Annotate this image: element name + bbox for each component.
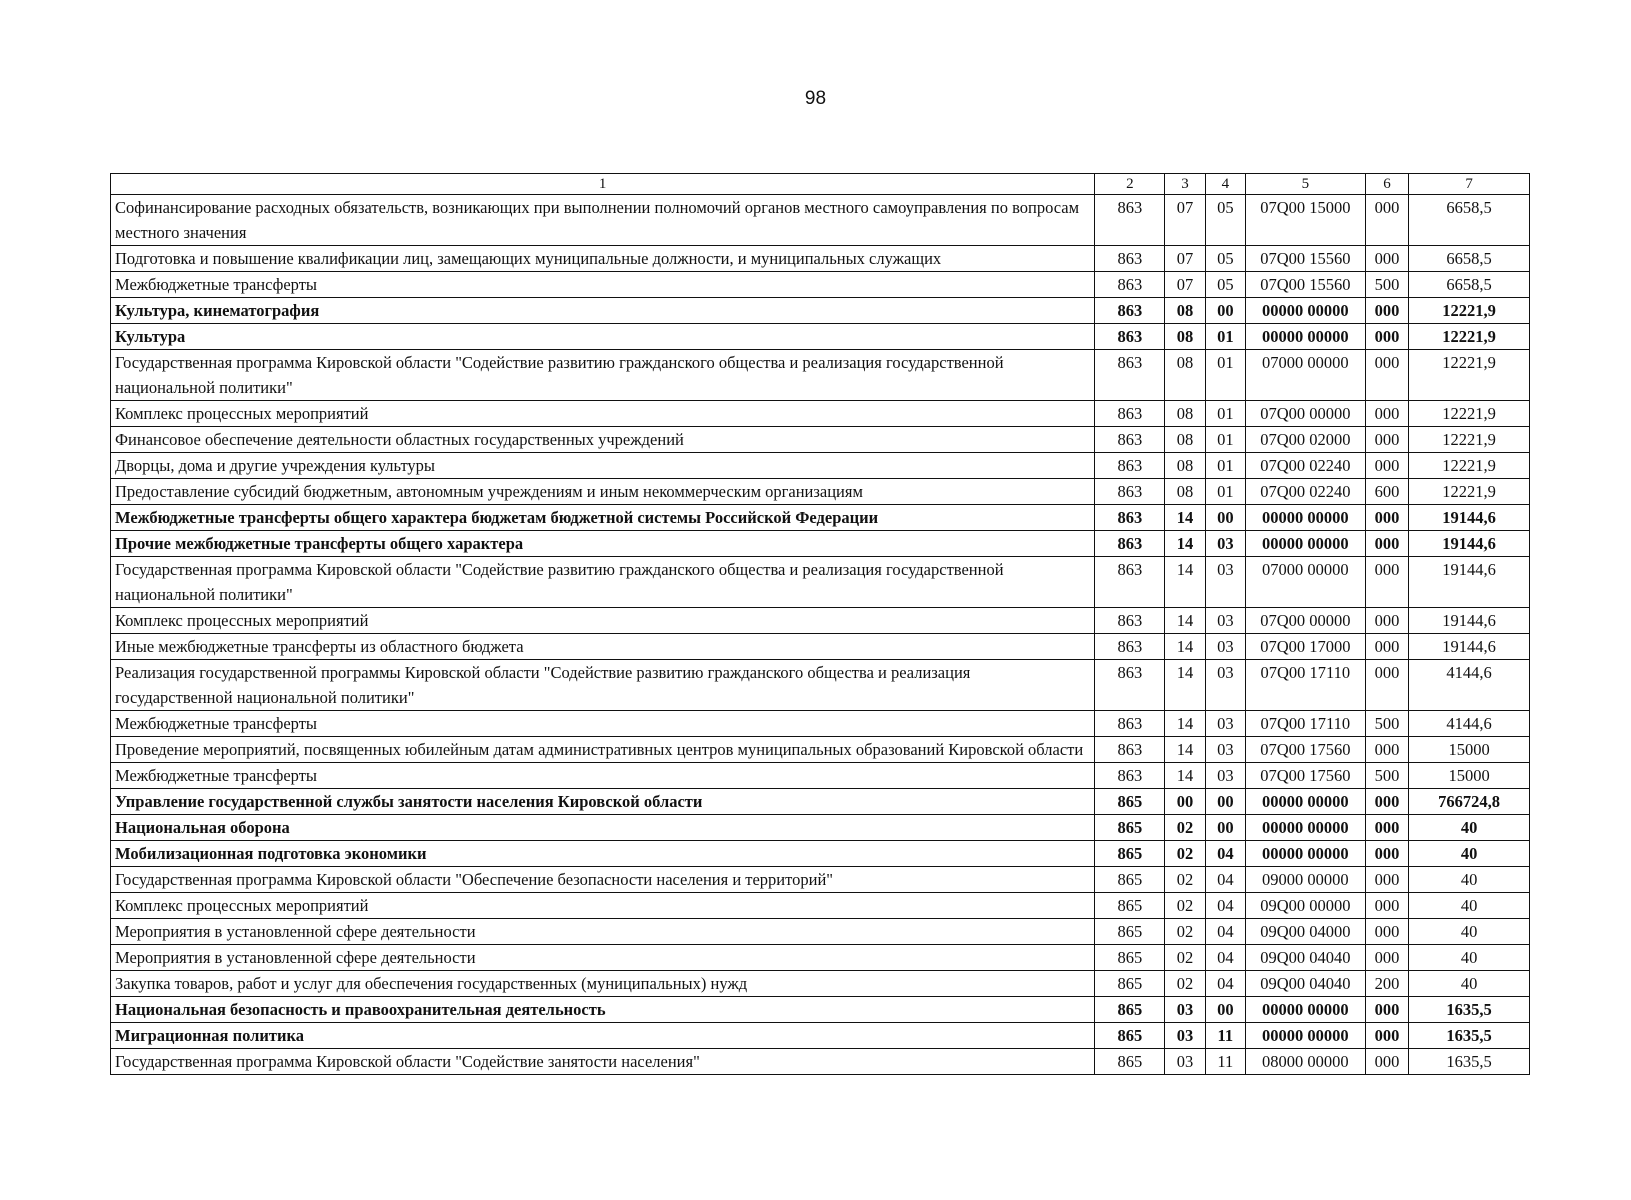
section-code-cell: 08	[1165, 401, 1205, 427]
target-article-cell: 07Q00 17110	[1245, 660, 1365, 711]
table-row	[111, 634, 1530, 660]
amount-cell: 12221,9	[1409, 350, 1530, 401]
amount-cell: 15000	[1409, 737, 1530, 763]
section-code-cell: 14	[1165, 608, 1205, 634]
amount-cell: 19144,6	[1409, 531, 1530, 557]
subsection-code-cell: 04	[1205, 867, 1245, 893]
target-article-cell: 09Q00 04040	[1245, 945, 1365, 971]
amount-cell: 19144,6	[1409, 505, 1530, 531]
section-code-cell: 00	[1165, 789, 1205, 815]
target-article-cell: 07Q00 17560	[1245, 763, 1365, 789]
expense-type-cell: 000	[1365, 634, 1408, 660]
target-article-cell: 00000 00000	[1245, 324, 1365, 350]
target-article-cell: 07Q00 02240	[1245, 453, 1365, 479]
table-row	[111, 815, 1530, 841]
expense-type-cell: 000	[1365, 789, 1408, 815]
amount-cell: 40	[1409, 867, 1530, 893]
table-row	[111, 737, 1530, 763]
row-name-cell: Национальная безопасность и правоохранительная деятельность	[111, 997, 1095, 1023]
target-article-cell: 00000 00000	[1245, 1023, 1365, 1049]
amount-cell: 766724,8	[1409, 789, 1530, 815]
row-name-cell: Мероприятия в установленной сфере деятельности	[111, 945, 1095, 971]
amount-cell: 19144,6	[1409, 634, 1530, 660]
section-code-cell: 02	[1165, 919, 1205, 945]
table-row	[111, 479, 1530, 505]
ministry-code-cell: 863	[1095, 557, 1165, 608]
row-name-cell: Межбюджетные трансферты	[111, 711, 1095, 737]
expense-type-cell: 000	[1365, 945, 1408, 971]
expense-type-cell: 000	[1365, 401, 1408, 427]
row-name-cell: Софинансирование расходных обязательств, возникающих при выполнении полномочий органов местного самоуправления по вопросам местного значения	[111, 195, 1095, 246]
amount-cell: 19144,6	[1409, 608, 1530, 634]
subsection-code-cell: 04	[1205, 841, 1245, 867]
subsection-code-cell: 00	[1205, 505, 1245, 531]
target-article-cell: 07Q00 00000	[1245, 608, 1365, 634]
budget-table	[110, 173, 1530, 1075]
subsection-code-cell: 11	[1205, 1049, 1245, 1075]
expense-type-cell: 500	[1365, 763, 1408, 789]
table-row	[111, 1049, 1530, 1075]
row-name-cell: Подготовка и повышение квалификации лиц, замещающих муниципальные должности, и муниципальных служащих	[111, 246, 1095, 272]
expense-type-cell: 000	[1365, 246, 1408, 272]
expense-type-cell: 000	[1365, 427, 1408, 453]
ministry-code-cell: 863	[1095, 272, 1165, 298]
expense-type-cell: 000	[1365, 737, 1408, 763]
expense-type-cell: 000	[1365, 841, 1408, 867]
amount-cell: 1635,5	[1409, 1049, 1530, 1075]
row-name-cell: Государственная программа Кировской области "Содействие развитию гражданского общества и реализация государственной национальной политики"	[111, 350, 1095, 401]
subsection-code-cell: 00	[1205, 815, 1245, 841]
subsection-code-cell: 05	[1205, 195, 1245, 246]
expense-type-cell: 000	[1365, 919, 1408, 945]
table-row	[111, 401, 1530, 427]
row-name-cell: Межбюджетные трансферты	[111, 763, 1095, 789]
ministry-code-cell: 863	[1095, 531, 1165, 557]
subsection-code-cell: 01	[1205, 479, 1245, 505]
ministry-code-cell: 863	[1095, 350, 1165, 401]
ministry-code-cell: 863	[1095, 246, 1165, 272]
section-code-cell: 07	[1165, 195, 1205, 246]
target-article-cell: 07Q00 02240	[1245, 479, 1365, 505]
subsection-code-cell: 04	[1205, 893, 1245, 919]
row-name-cell: Миграционная политика	[111, 1023, 1095, 1049]
table-row	[111, 789, 1530, 815]
table-row	[111, 997, 1530, 1023]
ministry-code-cell: 865	[1095, 1049, 1165, 1075]
section-code-cell: 07	[1165, 246, 1205, 272]
section-code-cell: 08	[1165, 324, 1205, 350]
expense-type-cell: 600	[1365, 479, 1408, 505]
section-code-cell: 08	[1165, 479, 1205, 505]
expense-type-cell: 500	[1365, 272, 1408, 298]
table-row	[111, 919, 1530, 945]
target-article-cell: 07Q00 00000	[1245, 401, 1365, 427]
ministry-code-cell: 863	[1095, 763, 1165, 789]
table-row	[111, 557, 1530, 608]
target-article-cell: 09Q00 00000	[1245, 893, 1365, 919]
expense-type-cell: 000	[1365, 505, 1408, 531]
row-name-cell: Государственная программа Кировской области "Обеспечение безопасности населения и территорий"	[111, 867, 1095, 893]
section-code-cell: 02	[1165, 971, 1205, 997]
amount-cell: 6658,5	[1409, 272, 1530, 298]
amount-cell: 15000	[1409, 763, 1530, 789]
ministry-code-cell: 863	[1095, 195, 1165, 246]
section-code-cell: 14	[1165, 660, 1205, 711]
section-code-cell: 14	[1165, 737, 1205, 763]
row-name-cell: Прочие межбюджетные трансферты общего характера	[111, 531, 1095, 557]
subsection-code-cell: 03	[1205, 711, 1245, 737]
amount-cell: 40	[1409, 815, 1530, 841]
ministry-code-cell: 865	[1095, 815, 1165, 841]
table-row	[111, 272, 1530, 298]
expense-type-cell: 000	[1365, 815, 1408, 841]
amount-cell: 40	[1409, 893, 1530, 919]
subsection-code-cell: 05	[1205, 246, 1245, 272]
row-name-cell: Комплекс процессных мероприятий	[111, 893, 1095, 919]
amount-cell: 19144,6	[1409, 557, 1530, 608]
row-name-cell: Проведение мероприятий, посвященных юбилейным датам административных центров муниципальных образований Кировской области	[111, 737, 1095, 763]
section-code-cell: 08	[1165, 427, 1205, 453]
amount-cell: 40	[1409, 971, 1530, 997]
target-article-cell: 07Q00 15560	[1245, 272, 1365, 298]
section-code-cell: 14	[1165, 634, 1205, 660]
amount-cell: 4144,6	[1409, 660, 1530, 711]
amount-cell: 40	[1409, 945, 1530, 971]
target-article-cell: 07Q00 17110	[1245, 711, 1365, 737]
table-row	[111, 324, 1530, 350]
table-row	[111, 350, 1530, 401]
ministry-code-cell: 865	[1095, 789, 1165, 815]
ministry-code-cell: 863	[1095, 505, 1165, 531]
subsection-code-cell: 04	[1205, 971, 1245, 997]
amount-cell: 12221,9	[1409, 427, 1530, 453]
row-name-cell: Предоставление субсидий бюджетным, автономным учреждениям и иным некоммерческим организациям	[111, 479, 1095, 505]
table-row	[111, 195, 1530, 246]
section-code-cell: 08	[1165, 453, 1205, 479]
subsection-code-cell: 01	[1205, 427, 1245, 453]
ministry-code-cell: 865	[1095, 867, 1165, 893]
table-row	[111, 427, 1530, 453]
section-code-cell: 14	[1165, 505, 1205, 531]
expense-type-cell: 000	[1365, 531, 1408, 557]
target-article-cell: 00000 00000	[1245, 531, 1365, 557]
expense-type-cell: 000	[1365, 867, 1408, 893]
section-code-cell: 14	[1165, 763, 1205, 789]
column-header: 4	[1205, 174, 1245, 195]
table-row	[111, 971, 1530, 997]
amount-cell: 12221,9	[1409, 298, 1530, 324]
ministry-code-cell: 863	[1095, 324, 1165, 350]
amount-cell: 6658,5	[1409, 246, 1530, 272]
table-row	[111, 867, 1530, 893]
table-row	[111, 763, 1530, 789]
section-code-cell: 03	[1165, 997, 1205, 1023]
expense-type-cell: 000	[1365, 1023, 1408, 1049]
table-row	[111, 1023, 1530, 1049]
section-code-cell: 02	[1165, 867, 1205, 893]
amount-cell: 1635,5	[1409, 997, 1530, 1023]
target-article-cell: 07Q00 02000	[1245, 427, 1365, 453]
row-name-cell: Комплекс процессных мероприятий	[111, 608, 1095, 634]
expense-type-cell: 000	[1365, 453, 1408, 479]
ministry-code-cell: 863	[1095, 634, 1165, 660]
subsection-code-cell: 00	[1205, 997, 1245, 1023]
amount-cell: 12221,9	[1409, 479, 1530, 505]
subsection-code-cell: 01	[1205, 350, 1245, 401]
target-article-cell: 00000 00000	[1245, 789, 1365, 815]
target-article-cell: 07Q00 17000	[1245, 634, 1365, 660]
row-name-cell: Комплекс процессных мероприятий	[111, 401, 1095, 427]
table-row	[111, 531, 1530, 557]
target-article-cell: 07Q00 17560	[1245, 737, 1365, 763]
expense-type-cell: 000	[1365, 195, 1408, 246]
column-header: 2	[1095, 174, 1165, 195]
section-code-cell: 14	[1165, 557, 1205, 608]
ministry-code-cell: 863	[1095, 453, 1165, 479]
amount-cell: 12221,9	[1409, 401, 1530, 427]
amount-cell: 12221,9	[1409, 453, 1530, 479]
amount-cell: 4144,6	[1409, 711, 1530, 737]
target-article-cell: 07000 00000	[1245, 557, 1365, 608]
expense-type-cell: 000	[1365, 1049, 1408, 1075]
row-name-cell: Реализация государственной программы Кировской области "Содействие развитию гражданского общества и реализация государственной национальной политики"	[111, 660, 1095, 711]
subsection-code-cell: 05	[1205, 272, 1245, 298]
subsection-code-cell: 04	[1205, 945, 1245, 971]
row-name-cell: Межбюджетные трансферты общего характера бюджетам бюджетной системы Российской Федерации	[111, 505, 1095, 531]
ministry-code-cell: 863	[1095, 711, 1165, 737]
ministry-code-cell: 863	[1095, 608, 1165, 634]
row-name-cell: Мобилизационная подготовка экономики	[111, 841, 1095, 867]
subsection-code-cell: 01	[1205, 453, 1245, 479]
row-name-cell: Национальная оборона	[111, 815, 1095, 841]
subsection-code-cell: 03	[1205, 737, 1245, 763]
subsection-code-cell: 11	[1205, 1023, 1245, 1049]
row-name-cell: Дворцы, дома и другие учреждения культуры	[111, 453, 1095, 479]
subsection-code-cell: 03	[1205, 660, 1245, 711]
subsection-code-cell: 03	[1205, 634, 1245, 660]
ministry-code-cell: 863	[1095, 479, 1165, 505]
column-header: 5	[1245, 174, 1365, 195]
target-article-cell: 09Q00 04000	[1245, 919, 1365, 945]
row-name-cell: Межбюджетные трансферты	[111, 272, 1095, 298]
subsection-code-cell: 03	[1205, 763, 1245, 789]
row-name-cell: Культура	[111, 324, 1095, 350]
table-row	[111, 505, 1530, 531]
row-name-cell: Финансовое обеспечение деятельности областных государственных учреждений	[111, 427, 1095, 453]
section-code-cell: 07	[1165, 272, 1205, 298]
ministry-code-cell: 865	[1095, 945, 1165, 971]
target-article-cell: 00000 00000	[1245, 505, 1365, 531]
subsection-code-cell: 03	[1205, 531, 1245, 557]
ministry-code-cell: 863	[1095, 660, 1165, 711]
ministry-code-cell: 865	[1095, 841, 1165, 867]
table-row	[111, 608, 1530, 634]
target-article-cell: 00000 00000	[1245, 841, 1365, 867]
ministry-code-cell: 865	[1095, 1023, 1165, 1049]
section-code-cell: 02	[1165, 841, 1205, 867]
row-name-cell: Иные межбюджетные трансферты из областного бюджета	[111, 634, 1095, 660]
subsection-code-cell: 01	[1205, 324, 1245, 350]
target-article-cell: 08000 00000	[1245, 1049, 1365, 1075]
subsection-code-cell: 03	[1205, 557, 1245, 608]
section-code-cell: 02	[1165, 893, 1205, 919]
expense-type-cell: 000	[1365, 324, 1408, 350]
ministry-code-cell: 863	[1095, 298, 1165, 324]
target-article-cell: 00000 00000	[1245, 298, 1365, 324]
row-name-cell: Мероприятия в установленной сфере деятельности	[111, 919, 1095, 945]
ministry-code-cell: 865	[1095, 997, 1165, 1023]
ministry-code-cell: 863	[1095, 427, 1165, 453]
column-header: 6	[1365, 174, 1408, 195]
section-code-cell: 03	[1165, 1049, 1205, 1075]
table-row	[111, 298, 1530, 324]
expense-type-cell: 500	[1365, 711, 1408, 737]
amount-cell: 40	[1409, 841, 1530, 867]
row-name-cell: Государственная программа Кировской области "Содействие занятости населения"	[111, 1049, 1095, 1075]
row-name-cell: Государственная программа Кировской области "Содействие развитию гражданского общества и реализация государственной национальной политики"	[111, 557, 1095, 608]
expense-type-cell: 000	[1365, 298, 1408, 324]
section-code-cell: 08	[1165, 350, 1205, 401]
table-header-row	[111, 174, 1530, 195]
ministry-code-cell: 865	[1095, 919, 1165, 945]
table-row	[111, 660, 1530, 711]
target-article-cell: 00000 00000	[1245, 815, 1365, 841]
ministry-code-cell: 865	[1095, 893, 1165, 919]
ministry-code-cell: 863	[1095, 737, 1165, 763]
row-name-cell: Закупка товаров, работ и услуг для обеспечения государственных (муниципальных) нужд	[111, 971, 1095, 997]
target-article-cell: 07Q00 15560	[1245, 246, 1365, 272]
table-row	[111, 945, 1530, 971]
amount-cell: 6658,5	[1409, 195, 1530, 246]
target-article-cell: 07Q00 15000	[1245, 195, 1365, 246]
row-name-cell: Управление государственной службы занятости населения Кировской области	[111, 789, 1095, 815]
table-row	[111, 453, 1530, 479]
ministry-code-cell: 865	[1095, 971, 1165, 997]
expense-type-cell: 000	[1365, 608, 1408, 634]
expense-type-cell: 000	[1365, 660, 1408, 711]
section-code-cell: 02	[1165, 945, 1205, 971]
column-header: 1	[111, 174, 1095, 195]
expense-type-cell: 000	[1365, 557, 1408, 608]
expense-type-cell: 000	[1365, 350, 1408, 401]
page-number: 98	[804, 88, 827, 109]
table-row	[111, 711, 1530, 737]
amount-cell: 40	[1409, 919, 1530, 945]
expense-type-cell: 000	[1365, 997, 1408, 1023]
expense-type-cell: 000	[1365, 893, 1408, 919]
row-name-cell: Культура, кинематография	[111, 298, 1095, 324]
subsection-code-cell: 00	[1205, 298, 1245, 324]
target-article-cell: 09Q00 04040	[1245, 971, 1365, 997]
section-code-cell: 14	[1165, 531, 1205, 557]
subsection-code-cell: 00	[1205, 789, 1245, 815]
subsection-code-cell: 03	[1205, 608, 1245, 634]
table-row	[111, 841, 1530, 867]
subsection-code-cell: 01	[1205, 401, 1245, 427]
section-code-cell: 02	[1165, 815, 1205, 841]
amount-cell: 12221,9	[1409, 324, 1530, 350]
section-code-cell: 14	[1165, 711, 1205, 737]
column-header: 3	[1165, 174, 1205, 195]
target-article-cell: 07000 00000	[1245, 350, 1365, 401]
target-article-cell: 09000 00000	[1245, 867, 1365, 893]
table-row	[111, 246, 1530, 272]
expense-type-cell: 200	[1365, 971, 1408, 997]
amount-cell: 1635,5	[1409, 1023, 1530, 1049]
column-header: 7	[1409, 174, 1530, 195]
target-article-cell: 00000 00000	[1245, 997, 1365, 1023]
table-row	[111, 893, 1530, 919]
subsection-code-cell: 04	[1205, 919, 1245, 945]
section-code-cell: 03	[1165, 1023, 1205, 1049]
section-code-cell: 08	[1165, 298, 1205, 324]
ministry-code-cell: 863	[1095, 401, 1165, 427]
